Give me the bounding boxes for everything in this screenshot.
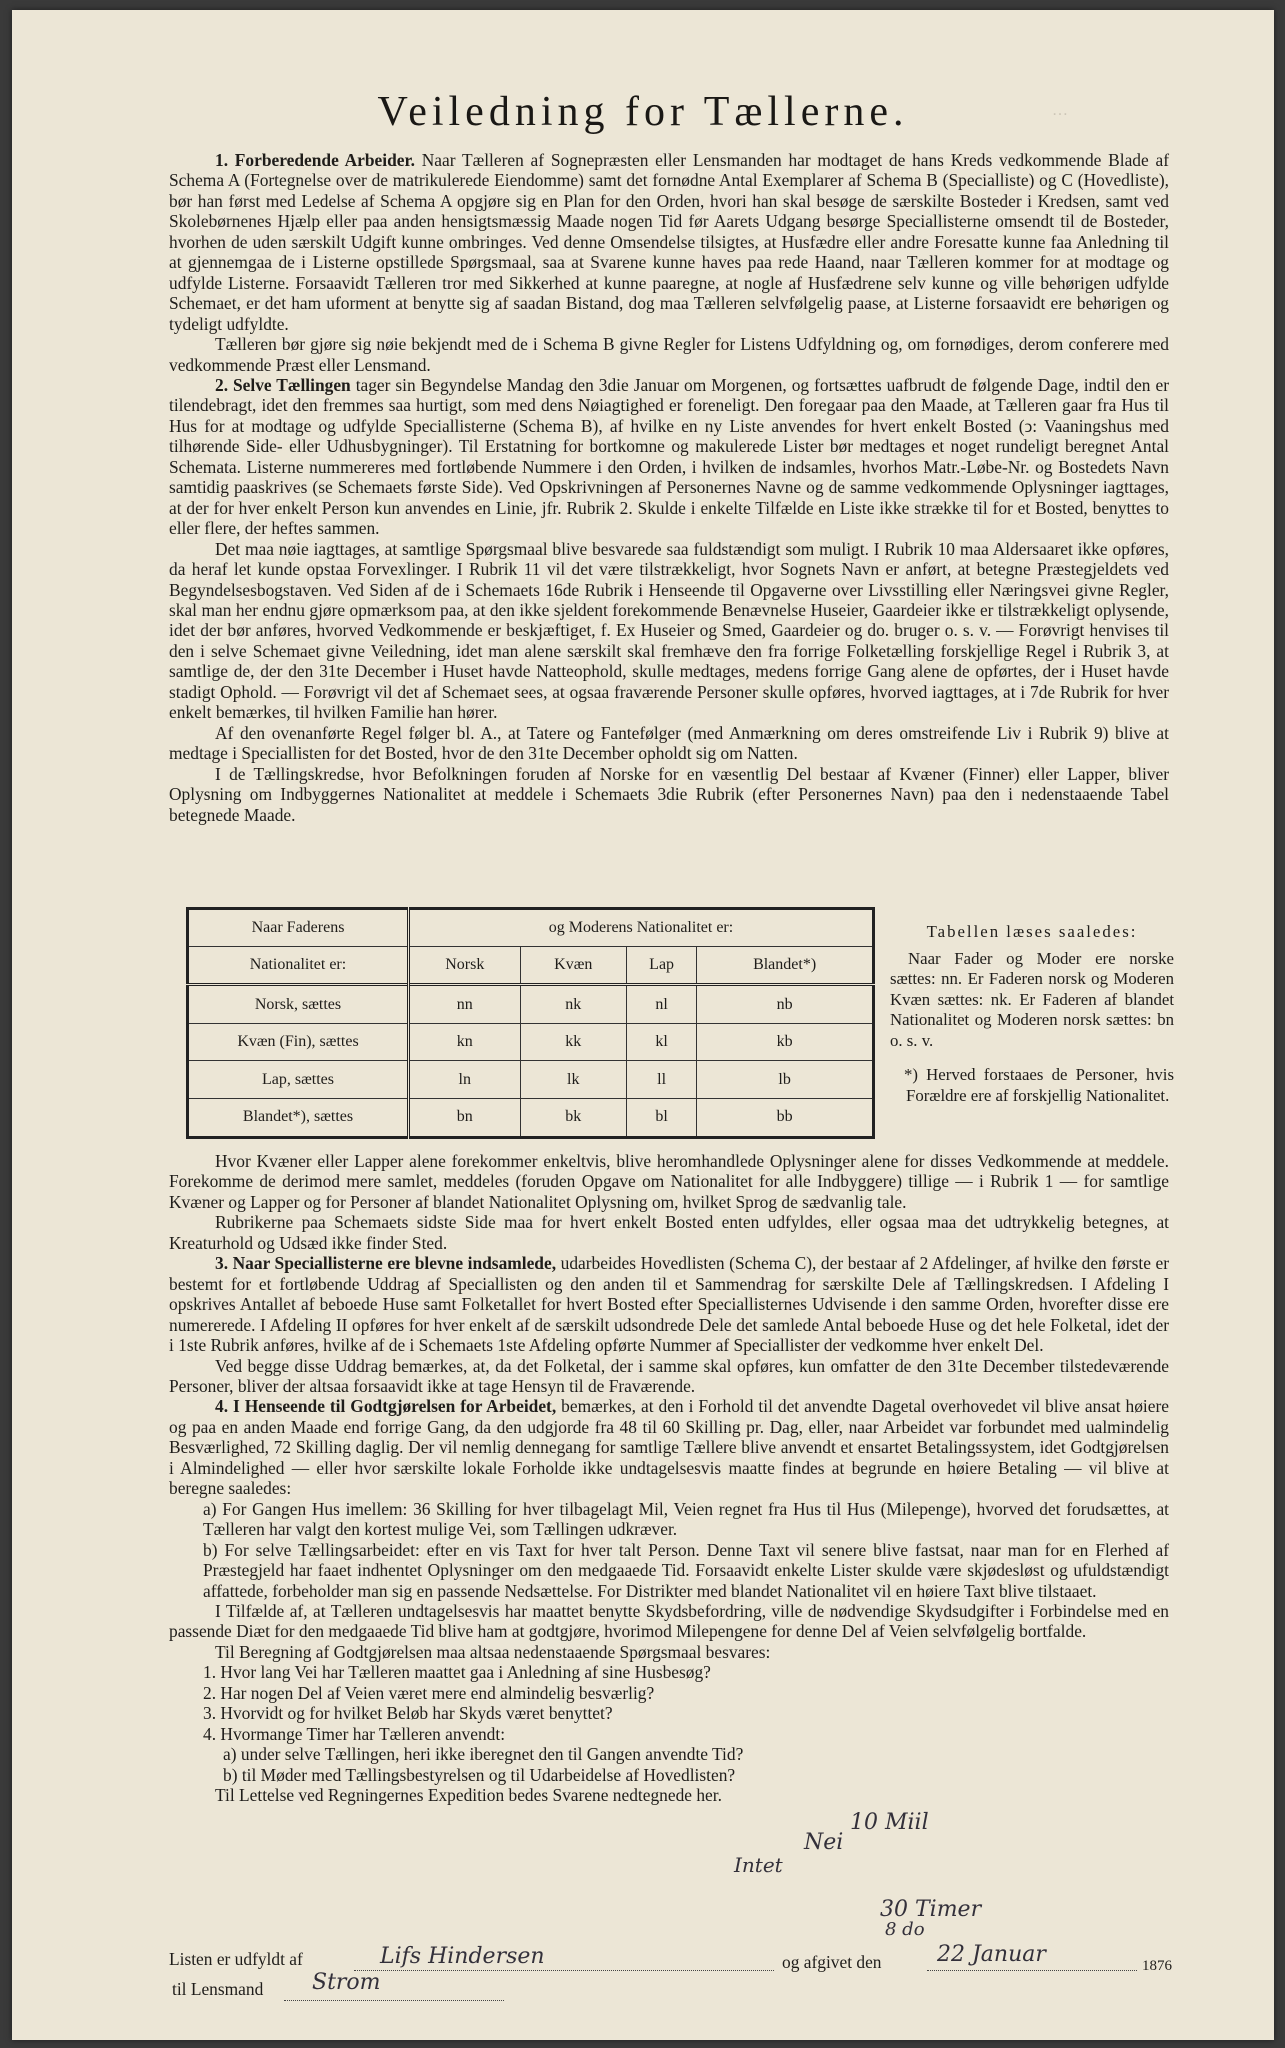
table-group-header: og Moderens Nationalitet er: [409, 909, 874, 947]
answer-1-handwritten: 10 Miil [850, 1810, 929, 1835]
answer-3-handwritten: Intet [734, 1853, 783, 1877]
table-cell: ln [409, 1061, 521, 1098]
sec3-heading: 3. Naar Speciallisterne ere blevne indsamlede, [215, 1253, 557, 1274]
sec1-paragraph-2: Tælleren bør gjøre sig nøie bekjendt med de i Schema B givne Regler for Listens Udfyldning og, om fornødiges, derom conferere med vedkommende Præst eller Lensmand. [169, 334, 1169, 375]
sec4-paragraph-3: Til Beregning af Godtgjørelsen maa altsaa nedenstaaende Spørgsmaal besvares: [215, 1641, 771, 1662]
question-1: 1. Hvor lang Vei har Tælleren maattet gaa i Anledning af sine Husbesøg? [203, 1662, 711, 1683]
sec4-paragraph-2: I Tilfælde af, at Tælleren undtagelsesvis har maattet benytte Skydsbefordring, ville de nødvendige Skydsudgifter i Forbindelse med en passende Diæt for den medgaaede Tid blive ham at godtgjøre, hvorimod Milepengene for denne Del af Veien selvfølgelig bortfalde. [169, 1600, 1169, 1642]
row-label: Blandet*), sættes [188, 1098, 409, 1137]
lensmand-signature: Strom [312, 1970, 381, 1995]
after-table-paragraph-1: Hvor Kvæner eller Lapper alene forekommer enkeltvis, blive heromhandlede Oplysninger alene for disses Vedkommende at meddele. Forekomme de derimod mere samlet, meddeles (foruden Opgave om Nationalitet for alle Indbyggere) tillige — i Rubrik 1 — for samtlige Kvæner og Lapper og for Personer af blandet Nationalitet Oplysning om, hvilket Sprog de sædvanlig tale. [169, 1151, 1169, 1212]
table-cell: bk [520, 1098, 626, 1137]
table-cell: nl [627, 985, 697, 1024]
table-note-heading: Tabellen læses saaledes: [926, 922, 1138, 941]
sec1-p1-text: Naar Tælleren af Sognepræsten eller Lensmanden har modtaget de hans Kreds vedkommende Blade af Schema A (Fortegnelse over de matrikulerede Eiendomme) samt det fornødne Antal Exemplarer af Schema B (Specialliste) og C (Hovedliste), bør han først med Ledelse af Schema A opgjøre sig en Plan for den Orden, hvori han skal besøge de særskilte Bosteder i Kredsen, samt ved Skolebørnenes Hjælp eller paa anden hensigtsmæssig Maade nogen Tid før Aarets Udgang besørge Speciallisterne omsendt til de Bosteder, hvorhen de uden særskilt Udgift kunne ombringes. Ved denne Omsendelse tilsigtes, at Husfædre eller andre Foresatte kunne faa Anledning til at gjennemgaa de i Listerne opstillede Spørgsmaal, saa at Svarene kunne haves paa rede Haand, naar Tælleren kommer for at modtage og udfylde Listerne. Forsaavidt Tælleren tror med Sikkerhed at kunne paaregne, at nogle af Husfædrene selv kunne og ville behørigen udfylde Schemaet, er det ham uforment at benytte sig af saadan Bistand, dog maa Tælleren selvfølgelig paase, at Listerne forsaavidt ere behørigen og tydeligt udfyldte. [169, 150, 1169, 334]
table-note [890, 922, 1174, 1106]
table-cell: kn [409, 1024, 521, 1061]
sec2-paragraph-2: Det maa nøie iagttages, at samtlige Spørgsmaal blive besvarede saa fuldstændigt som muligt. I Rubrik 10 maa Aldersaaret ikke opføres, da heraf let kunde opstaa Forvexlinger. I Rubrik 11 vil det være tilstrækkeligt, hvor Sognets Navn er anført, at betegne Præstegjeldets ved Begyndelsesbogstaven. Ved Siden af de i Schemaets 16de Rubrik i Henseende til Opgaverne over Livsstilling eller Næringsvei givne Regler, skal man her endnu gjøre opmærksom paa, at den ikke sjeldent forekommende Benævnelse Huseier, Gaardeier ikke er tilstrækkeligt oplysende, idet der bør anføres, hvorved Vedkommende er beskjæftiget, f. Ex Huseier og Smed, Gaardeier og do. bruger o. s. v. — Forøvrigt henvises til den i selve Schemaet givne Veiledning, idet man alene særskilt skal fremhæve den fra forrige Folketælling forskjellige Regel i Rubrik 3, at samtlige de, der den 31te December i Huset havde Natteophold, skulle medtages, medens forrige Gang alene de opførtes, der i Huset havde stadigt Ophold. — Forøvrigt vil det af Schemaet sees, at ogsaa fraværende Personer skulle opføres, hvorved iagttages, at i 7de Rubrik for hver enkelt bemærkes, til hvilken Familie han hører. [169, 538, 1169, 723]
counter-signature: Lifs Hindersen [380, 1944, 545, 1969]
table-footnote: *) Herved forstaaes de Personer, hvis Forældre ere af forskjellig Nationalitet. [904, 1065, 1174, 1105]
table-cell: kk [520, 1024, 626, 1061]
date-line [927, 1970, 1137, 1971]
after-table-paragraph-2: Rubrikerne paa Schemaets sidste Side maa for hvert enkelt Bosted enten udfyldes, eller ogsaa maa det udtrykkelig betegnes, at Kreaturhold og Udsæd ikke finder Sted. [169, 1212, 1169, 1253]
question-4b: b) til Møder med Tællingsbestyrelsen og til Udarbeidelse af Hovedlisten? [223, 1764, 736, 1785]
question-4a: a) under selve Tællingen, heri ikke iberegnet den til Gangen anvendte Tid? [223, 1744, 744, 1765]
answer-4b-handwritten: 8 do [885, 1919, 925, 1940]
answer-2-handwritten: Nei [804, 1830, 844, 1855]
table-cell: lb [697, 1061, 874, 1098]
footer-line-1-label: Listen er udfyldt af [169, 1949, 303, 1969]
table-corner-top: Naar Faderens [188, 909, 409, 947]
table-corner-bottom: Nationalitet er: [188, 947, 409, 985]
submission-date: 22 Januar [937, 1942, 1046, 1967]
table-cell: bb [697, 1098, 874, 1137]
sec3-paragraph-1 [169, 1253, 1169, 1355]
sec4-paragraph-1 [169, 1396, 1169, 1498]
table-note-body: Naar Fader og Moder ere norske sættes: nn. Er Faderen norsk og Moderen Kvæn sættes: nk. Er Faderen af blandet Nationalitet og Moderen norsk sættes: bn o. s. v. [890, 948, 1174, 1050]
sec4-p1-text: bemærkes, at den i Forhold til det anvendte Dagetal overhovedet vil blive ansat høiere og paa en anden Maade end forrige Gang, da den udgjorde fra 48 til 60 Skilling pr. Dag, eller, naar Arbeidet var forbundet med ualmindelig Besværlighed, 72 Skilling daglig. Der vil nemlig dennegang for samtlige Tællere blive anvendt et ensartet Betalingssystem, idet Godtgjørelsen i Almindelighed — eller hvor særskilte lokale Forholde ikke undtagelsesvis maatte findes at begrunde en høiere Betaling — vil blive at beregne saaledes: [169, 1396, 1169, 1499]
question-3: 3. Hvorvidt og for hvilket Beløb har Skyds været benyttet? [203, 1703, 613, 1724]
table-cell: lk [520, 1061, 626, 1098]
column-header: Kvæn [520, 947, 626, 985]
sec2-heading: 2. Selve Tællingen [215, 374, 351, 395]
closing-line: Til Lettelse ved Regningernes Expedition bedes Svarene nedtegnede her. [215, 1785, 722, 1806]
sec1-paragraph-1 [169, 150, 1169, 334]
table-cell: bn [409, 1098, 521, 1137]
signature-line-1 [354, 1970, 774, 1971]
table-cell: ll [627, 1061, 697, 1098]
sec4-item-a: a) For Gangen Hus imellem: 36 Skilling for hver tilbagelagt Mil, Veien regnet fra Hus til Hus (Milepenge), hvorved det forudsættes, at Tælleren har valgt den kortest mulige Vei, som Tællingen udkræver. [203, 1498, 1169, 1540]
footer-line-1-mid: og afgivet den [782, 1952, 882, 1972]
sec3-paragraph-2: Ved begge disse Uddrag bemærkes, at, da det Folketal, der i samme skal opføres, kun omfatter de den 31te December tilstedeværende Personer, bliver der altsaa forsaavidt ikke at tage Hensyn til de Fraværende. [169, 1355, 1169, 1396]
sec2-paragraph-3: Af den ovenanførte Regel følger bl. A., at Tatere og Fantefølger (med Anmærkning om deres omstreifende Liv i Rubrik 9) blive at medtage i Speciallisten for det Bosted, hvor de den 31te December opholdt sig om Natten. [169, 722, 1169, 764]
question-4: 4. Hvormange Timer har Tælleren anvendt: [203, 1723, 506, 1744]
bleed-through: … [1052, 102, 1068, 119]
page-title: Veiledning for Tællerne. [377, 89, 909, 135]
table-cell: kb [697, 1024, 874, 1061]
nationality-table [186, 907, 875, 1139]
sec2-paragraph-4: I de Tællingskredse, hvor Befolkningen foruden af Norske for en væsentlig Del bestaar af Kvæner (Finner) eller Lapper, bliver Oplysning om Indbyggernes Nationalitet at meddele i Schemaets 3die Rubrik (efter Personernes Navn) paa den i nedenstaaende Tabel betegnede Maade. [169, 763, 1169, 825]
row-label: Lap, sættes [188, 1061, 409, 1098]
sec4-item-b: b) For selve Tællingsarbeidet: efter en vis Taxt for hver talt Person. Denne Taxt vil senere blive fastsat, naar man for en Flerhed af Præstegjeld har faaet indhentet Oplysninger om den medgaaede Tid. Forsaavidt enkelte Lister skulde være skjødesløst og ufuldstændigt affattede, forbeholder man sig en passende Nedsættelse. For Distrikter med blandet Nationalitet vil en høiere Taxt blive tilstaaet. [203, 1539, 1169, 1601]
question-2: 2. Har nogen Del af Veien været mere end almindelig besværlig? [203, 1682, 655, 1703]
sec3-p1-text: udarbeides Hovedlisten (Schema C), der bestaar af 2 Afdelinger, af hvilke den første er bestemt for et fortløbende Uddrag af Speciallisten og den anden til et Sammendrag for særskilte Dele af Tællingskredsen. I Afdeling I opskrives Antallet af beboede Huse samt Folketallet for hvert Bosted efter Speciallisternes Udvisende i den samme Orden, hvorefter disse ere numererede. I Afdeling II opføres for hver enkelt af de særskilt udsondrede Dele det samlede Antal beboede Huse og det hele Folketal, idet der i 1ste Rubrik anføres, hvilke af de i Schemaets 1ste Afdeling opførte Nummer af Speciallister der vedkomme hver enkelt Del. [169, 1253, 1170, 1356]
table-cell: nn [409, 985, 521, 1024]
table-cell: nb [697, 985, 874, 1024]
table-cell: bl [627, 1098, 697, 1137]
body-section-1-2 [169, 150, 1169, 825]
sec2-p1-text: tager sin Begyndelse Mandag den 3die Januar om Morgenen, og fortsættes uafbrudt de følgende Dage, indtil den er tilendebragt, idet den fremmes saa hurtigt, som med dens Nøiagtighed er foreneligt. Den foregaar paa den Maade, at Tælleren gaar fra Hus til Hus for at modtage og udfylde Speciallisterne (Schema B), af hvilke en ny Liste anvendes for hvert enkelt Bosted (ↄ: Vaaningshus med tilhørende Side- eller Udhusbygninger). Til Erstatning for bortkomne og makulerede Lister bør medtages et noget rundeligt beregnet Antal Schemata. Listerne nummereres med fortløbende Nummere i den Orden, i hvilken de indsamles, hvorhos Matr.-Løbe-Nr. og Bostedets Navn samtidig paaskrives (se Schemaets første Side). Ved Opskrivningen af Personernes Navne og de samme vedkommende Oplysninger iagttages, at der for hver enkelt Person kun anvendes en Linie, jfr. Rubrik 2. Skulde i enkelte Tilfælde en Liste ikke strække til for et Bosted, benyttes to eller flere, der heftes sammen. [169, 374, 1169, 539]
answer-4a-handwritten: 30 Timer [880, 1897, 982, 1922]
table-cell: kl [627, 1024, 697, 1061]
sec1-heading: 1. Forberedende Arbeider. [215, 150, 415, 170]
footer-line-2-label: til Lensmand [172, 1979, 264, 1999]
row-label: Norsk, sættes [188, 985, 409, 1024]
body-section-3-4 [169, 1151, 1169, 1806]
column-header: Lap [627, 947, 697, 985]
document-page [12, 10, 1274, 2040]
signature-line-2 [284, 2000, 504, 2001]
sec4-heading: 4. I Henseende til Godtgjørelsen for Arbeidet, [215, 1396, 557, 1417]
column-header: Blandet*) [697, 947, 874, 985]
sec2-paragraph-1 [169, 375, 1169, 539]
column-header: Norsk [409, 947, 521, 985]
form-year: 1876 [1142, 1958, 1172, 1974]
table-cell: nk [520, 985, 626, 1024]
row-label: Kvæn (Fin), sættes [188, 1024, 409, 1061]
